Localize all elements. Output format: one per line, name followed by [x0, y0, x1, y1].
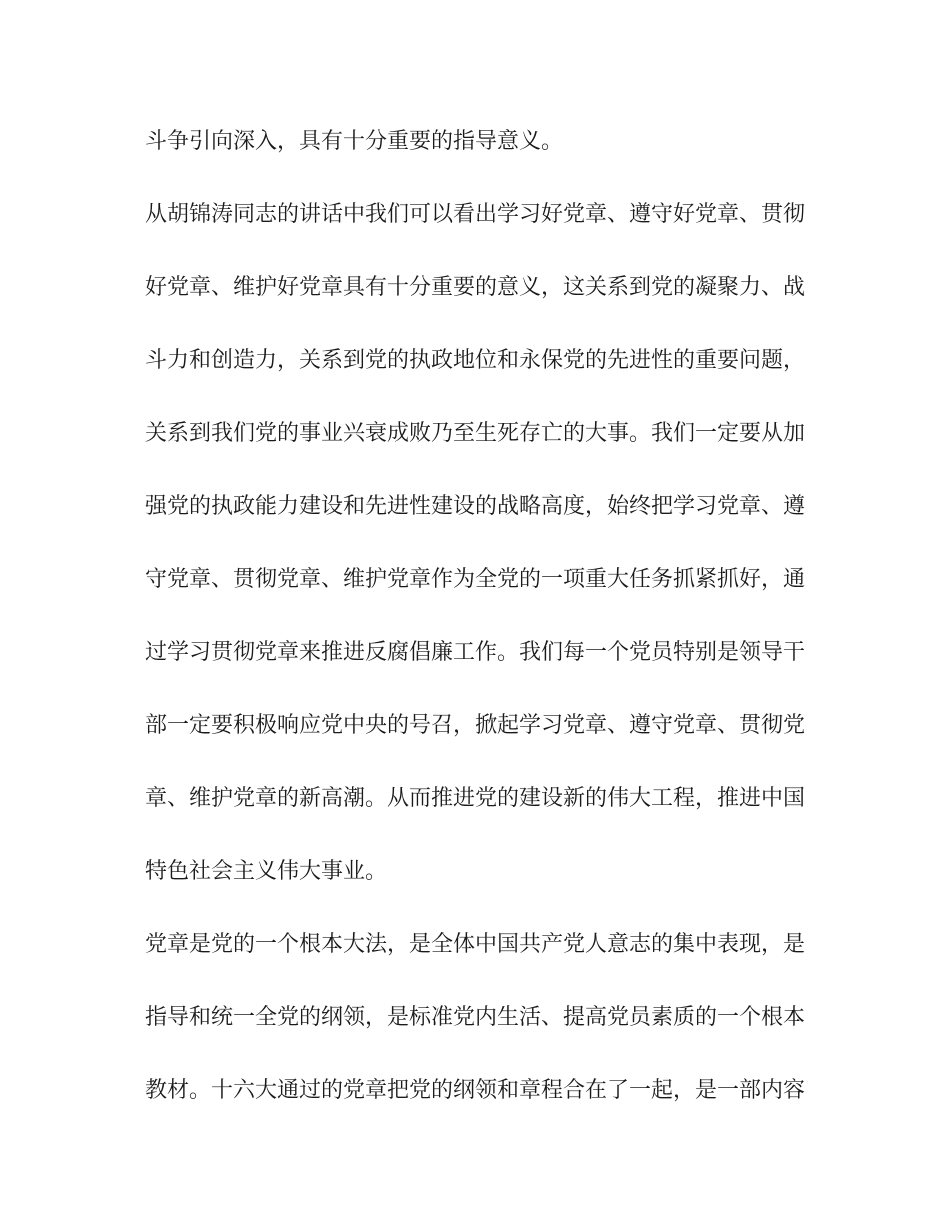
- text-line: 党章是党的一个根本大法，是全体中国共产党人意志的集中表现，是: [145, 932, 805, 957]
- text-line: 从胡锦涛同志的讲话中我们可以看出学习好党章、遵守好党章、贯彻: [145, 202, 805, 227]
- text-line: 章、维护党章的新高潮。从而推进党的建设新的伟大工程，推进中国: [145, 786, 805, 811]
- text-line: 关系到我们党的事业兴衰成败乃至生死存亡的大事。我们一定要从加: [145, 421, 805, 446]
- text-line: 过学习贯彻党章来推进反腐倡廉工作。我们每一个党员特别是领导干: [145, 640, 805, 665]
- text-line: 特色社会主义伟大事业。: [145, 859, 388, 884]
- text-line: 强党的执政能力建设和先进性建设的战略高度，始终把学习党章、遵: [145, 494, 805, 519]
- text-line: 部一定要积极响应党中央的号召，掀起学习党章、遵守党章、贯彻党: [145, 713, 805, 738]
- text-line: 斗力和创造力，关系到党的执政地位和永保党的先进性的重要问题，: [145, 348, 805, 373]
- text-line: 守党章、贯彻党章、维护党章作为全党的一项重大任务抓紧抓好，通: [145, 567, 805, 592]
- text-line: 教材。十六大通过的党章把党的纲领和章程合在了一起，是一部内容: [145, 1078, 805, 1103]
- text-line: 好党章、维护好党章具有十分重要的意义，这关系到党的凝聚力、战: [145, 275, 805, 300]
- text-line: 指导和统一全党的纲领，是标准党内生活、提高党员素质的一个根本: [145, 1005, 805, 1030]
- text-line: 斗争引向深入，具有十分重要的指导意义。: [145, 129, 564, 154]
